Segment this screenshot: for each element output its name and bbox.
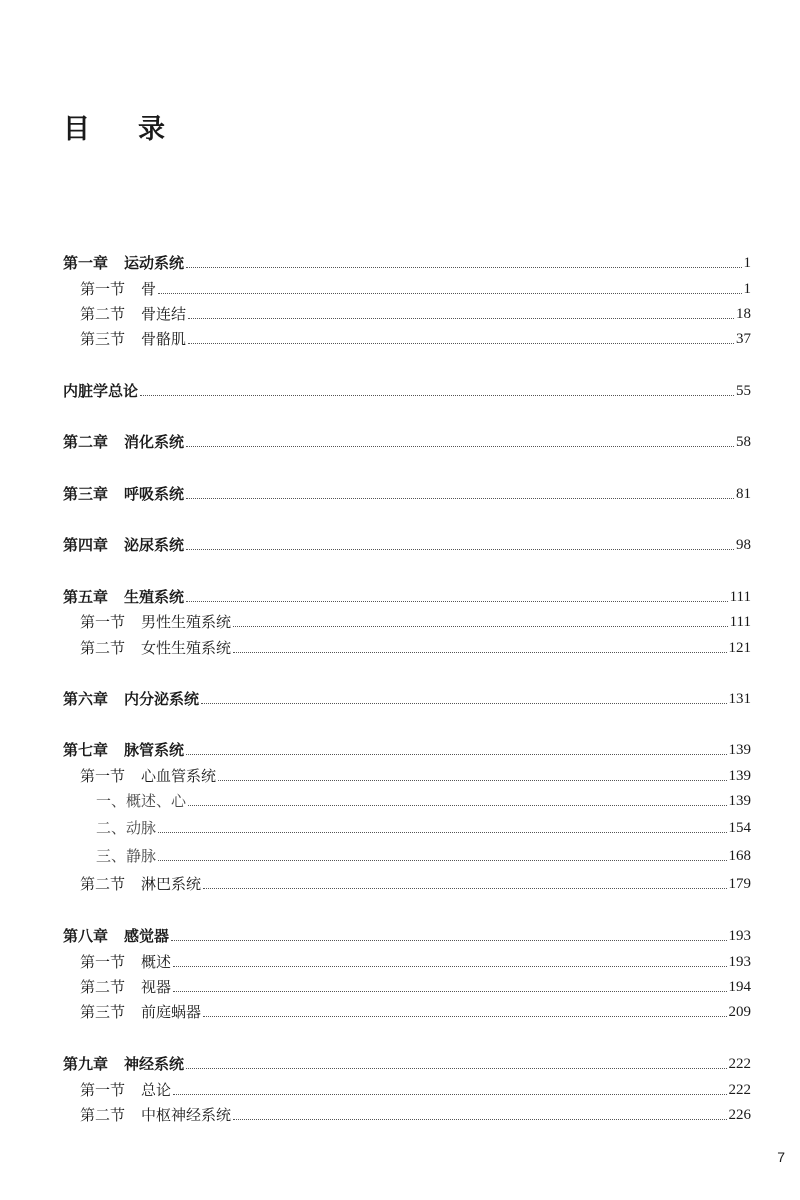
toc-entry-title: 感觉器 [124,927,170,945]
toc-entry-number: 第一节 [80,613,126,631]
toc-entry[interactable] [63,1104,751,1126]
toc-entry[interactable] [63,1001,751,1023]
toc-entry-number: 第二节 [80,978,126,996]
toc-entry-label [96,845,156,867]
toc-entry-gap [125,1104,141,1126]
toc-entry-number: 第一章 [63,254,109,272]
toc-entry-number: 第二章 [63,433,109,451]
toc-entry-label [63,483,184,505]
toc-leader-dots [233,1119,726,1120]
toc-entry-label [63,252,184,274]
toc-entry-gap [125,303,141,325]
toc-entry-page: 193 [728,954,751,970]
toc-entry[interactable] [63,431,751,453]
page-number: 7 [777,1149,785,1165]
toc-entry-page: 209 [728,1004,751,1020]
toc-leader-dots [201,703,726,704]
toc-entry-label [80,1079,171,1101]
toc-entry-page: 1 [743,281,751,297]
toc-entry-gap [108,252,124,274]
toc-entry[interactable] [63,688,751,710]
toc-entry[interactable] [63,252,751,274]
toc-entry-page: 18 [736,306,751,322]
toc-entry-page: 226 [728,1107,751,1123]
toc-entry[interactable] [63,873,751,895]
toc-entry-number: 第六章 [63,690,109,708]
toc-leader-dots [186,549,734,550]
toc-entry-title: 泌尿系统 [124,536,185,554]
toc-entry-title: 三、静脉 [96,847,157,865]
toc-entry-page: 58 [736,434,751,450]
toc-entry-gap [108,925,124,947]
toc-entry-title: 骨 [141,280,157,298]
toc-entry-title: 总论 [141,1081,172,1099]
toc-entry-title: 淋巴系统 [141,875,202,893]
toc-entry[interactable] [63,278,751,300]
toc-entry-title: 运动系统 [124,254,185,272]
toc-leader-dots [173,1094,726,1095]
toc-entry-label [63,925,169,947]
toc-entry-title: 前庭蜗器 [141,1003,202,1021]
toc-entry-label [80,303,186,325]
toc-entry-page: 121 [728,640,751,656]
toc-entry-number: 第一节 [80,767,126,785]
toc-entry-number: 第三章 [63,485,109,503]
toc-entry-label [63,431,184,453]
toc-entry-label [80,637,231,659]
toc-leader-dots [158,293,741,294]
toc-entry-gap [108,431,124,453]
toc-entry-page: 37 [736,331,751,347]
toc-entry-title: 女性生殖系统 [141,639,232,657]
toc-leader-dots [186,267,741,268]
toc-entry-label [80,951,171,973]
toc-entry-label [80,976,171,998]
toc-entry-gap [125,765,141,787]
toc-entry[interactable] [63,765,751,787]
toc-entry-gap [108,586,124,608]
toc-entry-number: 第一节 [80,953,126,971]
toc-entry-title: 二、动脉 [96,819,157,837]
toc-entry-number: 第一节 [80,280,126,298]
toc-entry-page: 194 [728,979,751,995]
toc-entry-gap [108,483,124,505]
toc-entry[interactable] [63,303,751,325]
toc-entry-number: 第四章 [63,536,109,554]
toc-entry-page: 111 [729,614,751,630]
toc-entry-label [96,817,156,839]
toc-entry-title: 呼吸系统 [124,485,185,503]
toc-entry-page: 179 [728,876,751,892]
toc-entry-title: 内脏学总论 [63,382,139,400]
toc-entry-label [63,1053,184,1075]
toc-entry-gap [125,611,141,633]
toc-entry-label [63,586,184,608]
toc-entry-title: 中枢神经系统 [141,1106,232,1124]
toc-entry-title: 男性生殖系统 [141,613,232,631]
toc-entry-page: 55 [736,383,751,399]
toc-entry-gap [108,534,124,556]
toc-entry-page: 222 [728,1082,751,1098]
toc-entry[interactable] [63,790,751,812]
toc-leader-dots [188,805,726,806]
toc-entry-gap [125,278,141,300]
page-title: 目录 [63,114,213,145]
toc-entry-page: 131 [728,691,751,707]
toc-entry-number: 第一节 [80,1081,126,1099]
toc-entry-title: 骨骼肌 [141,330,187,348]
toc-entry[interactable] [63,739,751,761]
toc-leader-dots [233,652,726,653]
toc-entry[interactable] [63,637,751,659]
toc-leader-dots [171,940,726,941]
toc-entry-number: 第八章 [63,927,109,945]
toc-entry-page: 222 [728,1056,751,1072]
toc-entry-title: 骨连结 [141,305,187,323]
toc-entry-title: 心血管系统 [141,767,217,785]
toc-leader-dots [188,343,734,344]
toc-entry-number: 第二节 [80,639,126,657]
toc-entry[interactable] [63,1053,751,1075]
toc-entry[interactable] [63,817,751,839]
toc-entry-label [80,873,201,895]
toc-entry-page: 139 [728,768,751,784]
toc-entry[interactable] [63,534,751,556]
toc-entry-number: 第二节 [80,305,126,323]
toc-leader-dots [203,1016,726,1017]
toc-entry-title: 概述 [141,953,172,971]
toc-entry-number: 第三节 [80,1003,126,1021]
toc-entry-label [63,739,184,761]
toc-entry-label [63,534,184,556]
toc-entry-number: 第五章 [63,588,109,606]
toc-entry-gap [125,976,141,998]
toc-leader-dots [158,860,726,861]
toc-leader-dots [233,626,728,627]
toc-entry-title: 脉管系统 [124,741,185,759]
toc-entry-page: 81 [736,486,751,502]
toc-leader-dots [140,395,734,396]
toc-entry-label [80,765,216,787]
toc-leader-dots [186,498,734,499]
toc-entry-label [80,328,186,350]
toc-entry-number: 第二节 [80,875,126,893]
toc-entry-label [80,1104,231,1126]
toc-list [63,0,751,1200]
toc-entry[interactable] [63,951,751,973]
toc-entry-title: 生殖系统 [124,588,185,606]
toc-entry-gap [125,1079,141,1101]
toc-entry-number: 第九章 [63,1055,109,1073]
toc-entry-label [80,278,156,300]
toc-entry-number: 第七章 [63,741,109,759]
toc-entry-number: 第二节 [80,1106,126,1124]
toc-leader-dots [186,446,734,447]
toc-entry-gap [125,637,141,659]
toc-entry-page: 139 [728,793,751,809]
toc-entry-page: 139 [728,742,751,758]
toc-entry-label [63,688,199,710]
toc-entry[interactable] [63,925,751,947]
toc-leader-dots [158,832,726,833]
toc-entry-gap [108,688,124,710]
toc-leader-dots [186,754,726,755]
toc-entry-label [63,380,138,402]
toc-leader-dots [188,318,734,319]
toc-entry-title: 内分泌系统 [124,690,200,708]
toc-entry[interactable] [63,328,751,350]
toc-entry-page: 193 [728,928,751,944]
toc-entry[interactable] [63,611,751,633]
toc-entry[interactable] [63,380,751,402]
toc-entry-page: 168 [728,848,751,864]
toc-entry-label [80,611,231,633]
toc-entry-page: 154 [728,820,751,836]
toc-entry-number: 第三节 [80,330,126,348]
toc-entry-title: 神经系统 [124,1055,185,1073]
toc-leader-dots [173,991,726,992]
toc-entry-title: 一、概述、心 [96,792,187,810]
toc-leader-dots [218,780,726,781]
toc-entry-gap [125,328,141,350]
toc-leader-dots [173,966,726,967]
toc-entry-gap [108,739,124,761]
toc-entry-gap [108,1053,124,1075]
toc-entry-title: 视器 [141,978,172,996]
toc-entry-gap [125,873,141,895]
toc-entry[interactable] [63,483,751,505]
toc-entry-gap [125,951,141,973]
toc-entry-page: 98 [736,537,751,553]
toc-leader-dots [203,888,726,889]
toc-entry-title: 消化系统 [124,433,185,451]
toc-entry[interactable] [63,976,751,998]
toc-entry-page: 111 [729,589,751,605]
toc-entry[interactable] [63,845,751,867]
toc-entry[interactable] [63,586,751,608]
toc-entry-label [96,790,186,812]
toc-entry-gap [125,1001,141,1023]
toc-leader-dots [186,601,728,602]
toc-entry[interactable] [63,1079,751,1101]
toc-leader-dots [186,1068,726,1069]
toc-entry-page: 1 [743,255,751,271]
toc-entry-label [80,1001,201,1023]
